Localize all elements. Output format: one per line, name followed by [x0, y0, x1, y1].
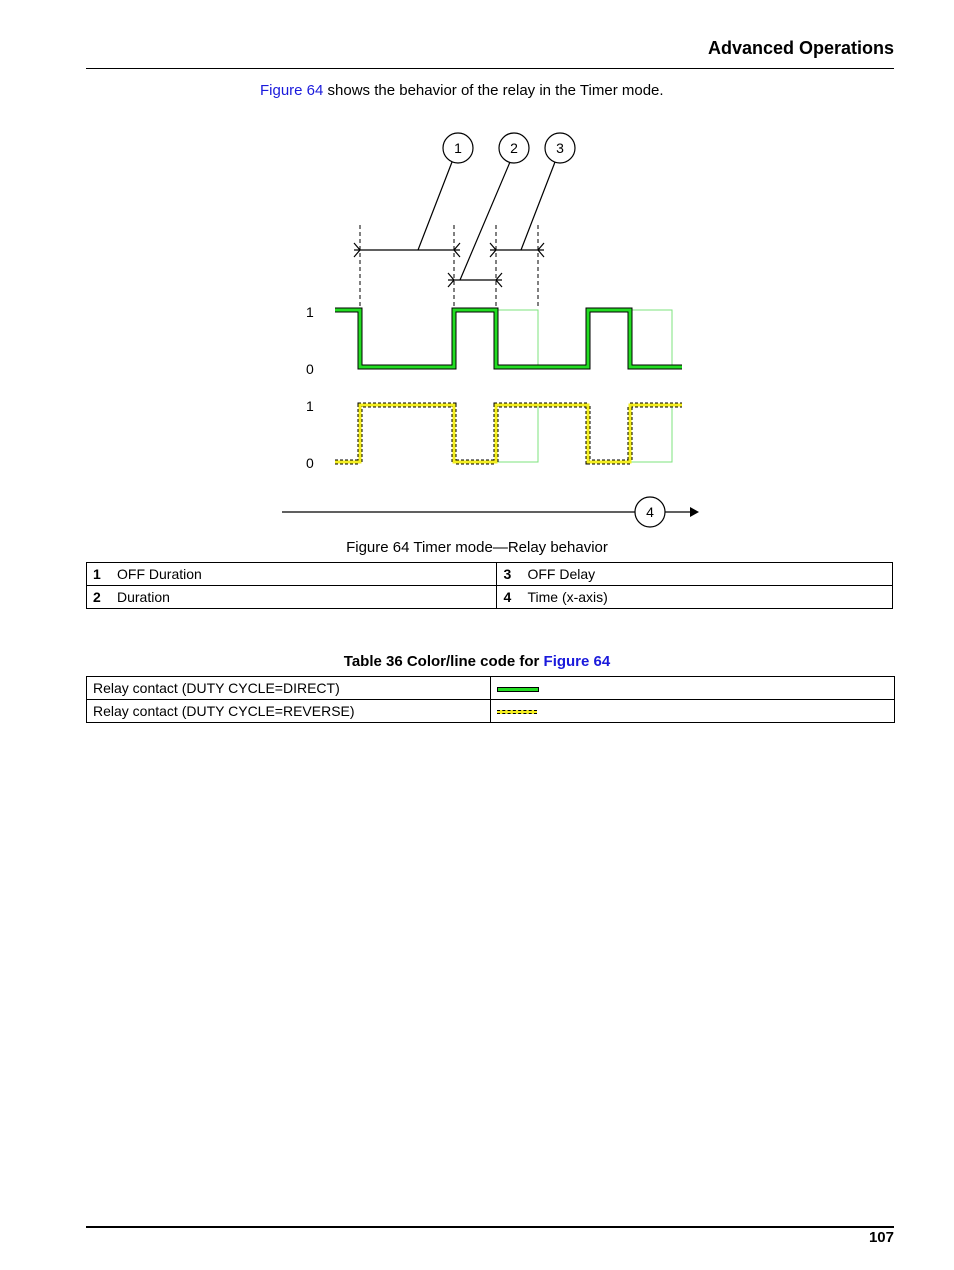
leader-3	[521, 162, 555, 250]
legend-label: OFF Delay	[527, 566, 596, 582]
intro-paragraph	[260, 82, 664, 99]
table-row	[87, 586, 893, 609]
timer-relay-figure	[270, 125, 710, 535]
color-row-label: Relay contact (DUTY CYCLE=DIRECT)	[87, 677, 491, 700]
reverse-line-swatch	[497, 710, 537, 714]
intro-text: shows the behavior of the relay in the Timer mode.	[323, 82, 664, 99]
leader-2	[460, 162, 510, 280]
delay-box	[630, 405, 672, 462]
reverse-waveform	[335, 405, 682, 462]
direct-low-label: 0	[306, 361, 314, 377]
time-axis-arrowhead	[690, 507, 699, 517]
figure-link[interactable]: Figure 64	[260, 82, 324, 99]
table-caption-figure-link[interactable]: Figure 64	[543, 653, 611, 670]
callout-1-label: 1	[454, 140, 462, 156]
legend-num: 3	[503, 566, 512, 582]
leader-1	[418, 162, 452, 250]
reverse-low-label: 0	[306, 455, 314, 471]
legend-label: Duration	[117, 589, 170, 605]
legend-label: Time (x-axis)	[527, 589, 608, 605]
legend-num: 2	[93, 589, 101, 605]
color-row-swatch-cell	[491, 700, 895, 723]
delay-box	[496, 310, 538, 367]
delay-box	[496, 405, 538, 462]
table-caption-text: Table 36 Color/line code for	[343, 653, 544, 670]
level-labels	[306, 304, 314, 471]
legend-cell	[497, 563, 893, 586]
table-caption	[0, 653, 954, 670]
color-code-table	[86, 676, 895, 723]
legend-cell	[497, 586, 893, 609]
table-row	[87, 563, 893, 586]
figure-legend-table	[86, 562, 893, 609]
header-rule	[86, 68, 894, 69]
guide-lines	[360, 225, 538, 307]
legend-cell	[87, 563, 497, 586]
table-row	[87, 700, 895, 723]
callout-2-label: 2	[510, 140, 518, 156]
legend-num: 1	[93, 566, 101, 582]
callouts	[443, 133, 575, 163]
direct-line-swatch	[497, 687, 539, 692]
off-delay-boxes	[496, 310, 672, 462]
color-row-label: Relay contact (DUTY CYCLE=REVERSE)	[87, 700, 491, 723]
footer-rule	[86, 1226, 894, 1228]
callout-3-label: 3	[556, 140, 564, 156]
figure-caption: Figure 64 Timer mode—Relay behavior	[346, 539, 608, 556]
delay-box	[630, 310, 672, 367]
color-row-swatch-cell	[491, 677, 895, 700]
legend-label: OFF Duration	[117, 566, 202, 582]
page-number: 107	[868, 1229, 894, 1246]
legend-num: 4	[503, 589, 512, 605]
direct-high-label: 1	[306, 304, 314, 320]
reverse-high-label: 1	[306, 398, 314, 414]
page-header-title: Advanced Operations	[707, 38, 894, 58]
table-row	[87, 677, 895, 700]
legend-cell	[87, 586, 497, 609]
direct-waveform	[335, 310, 682, 367]
callout-4-label: 4	[646, 504, 654, 520]
